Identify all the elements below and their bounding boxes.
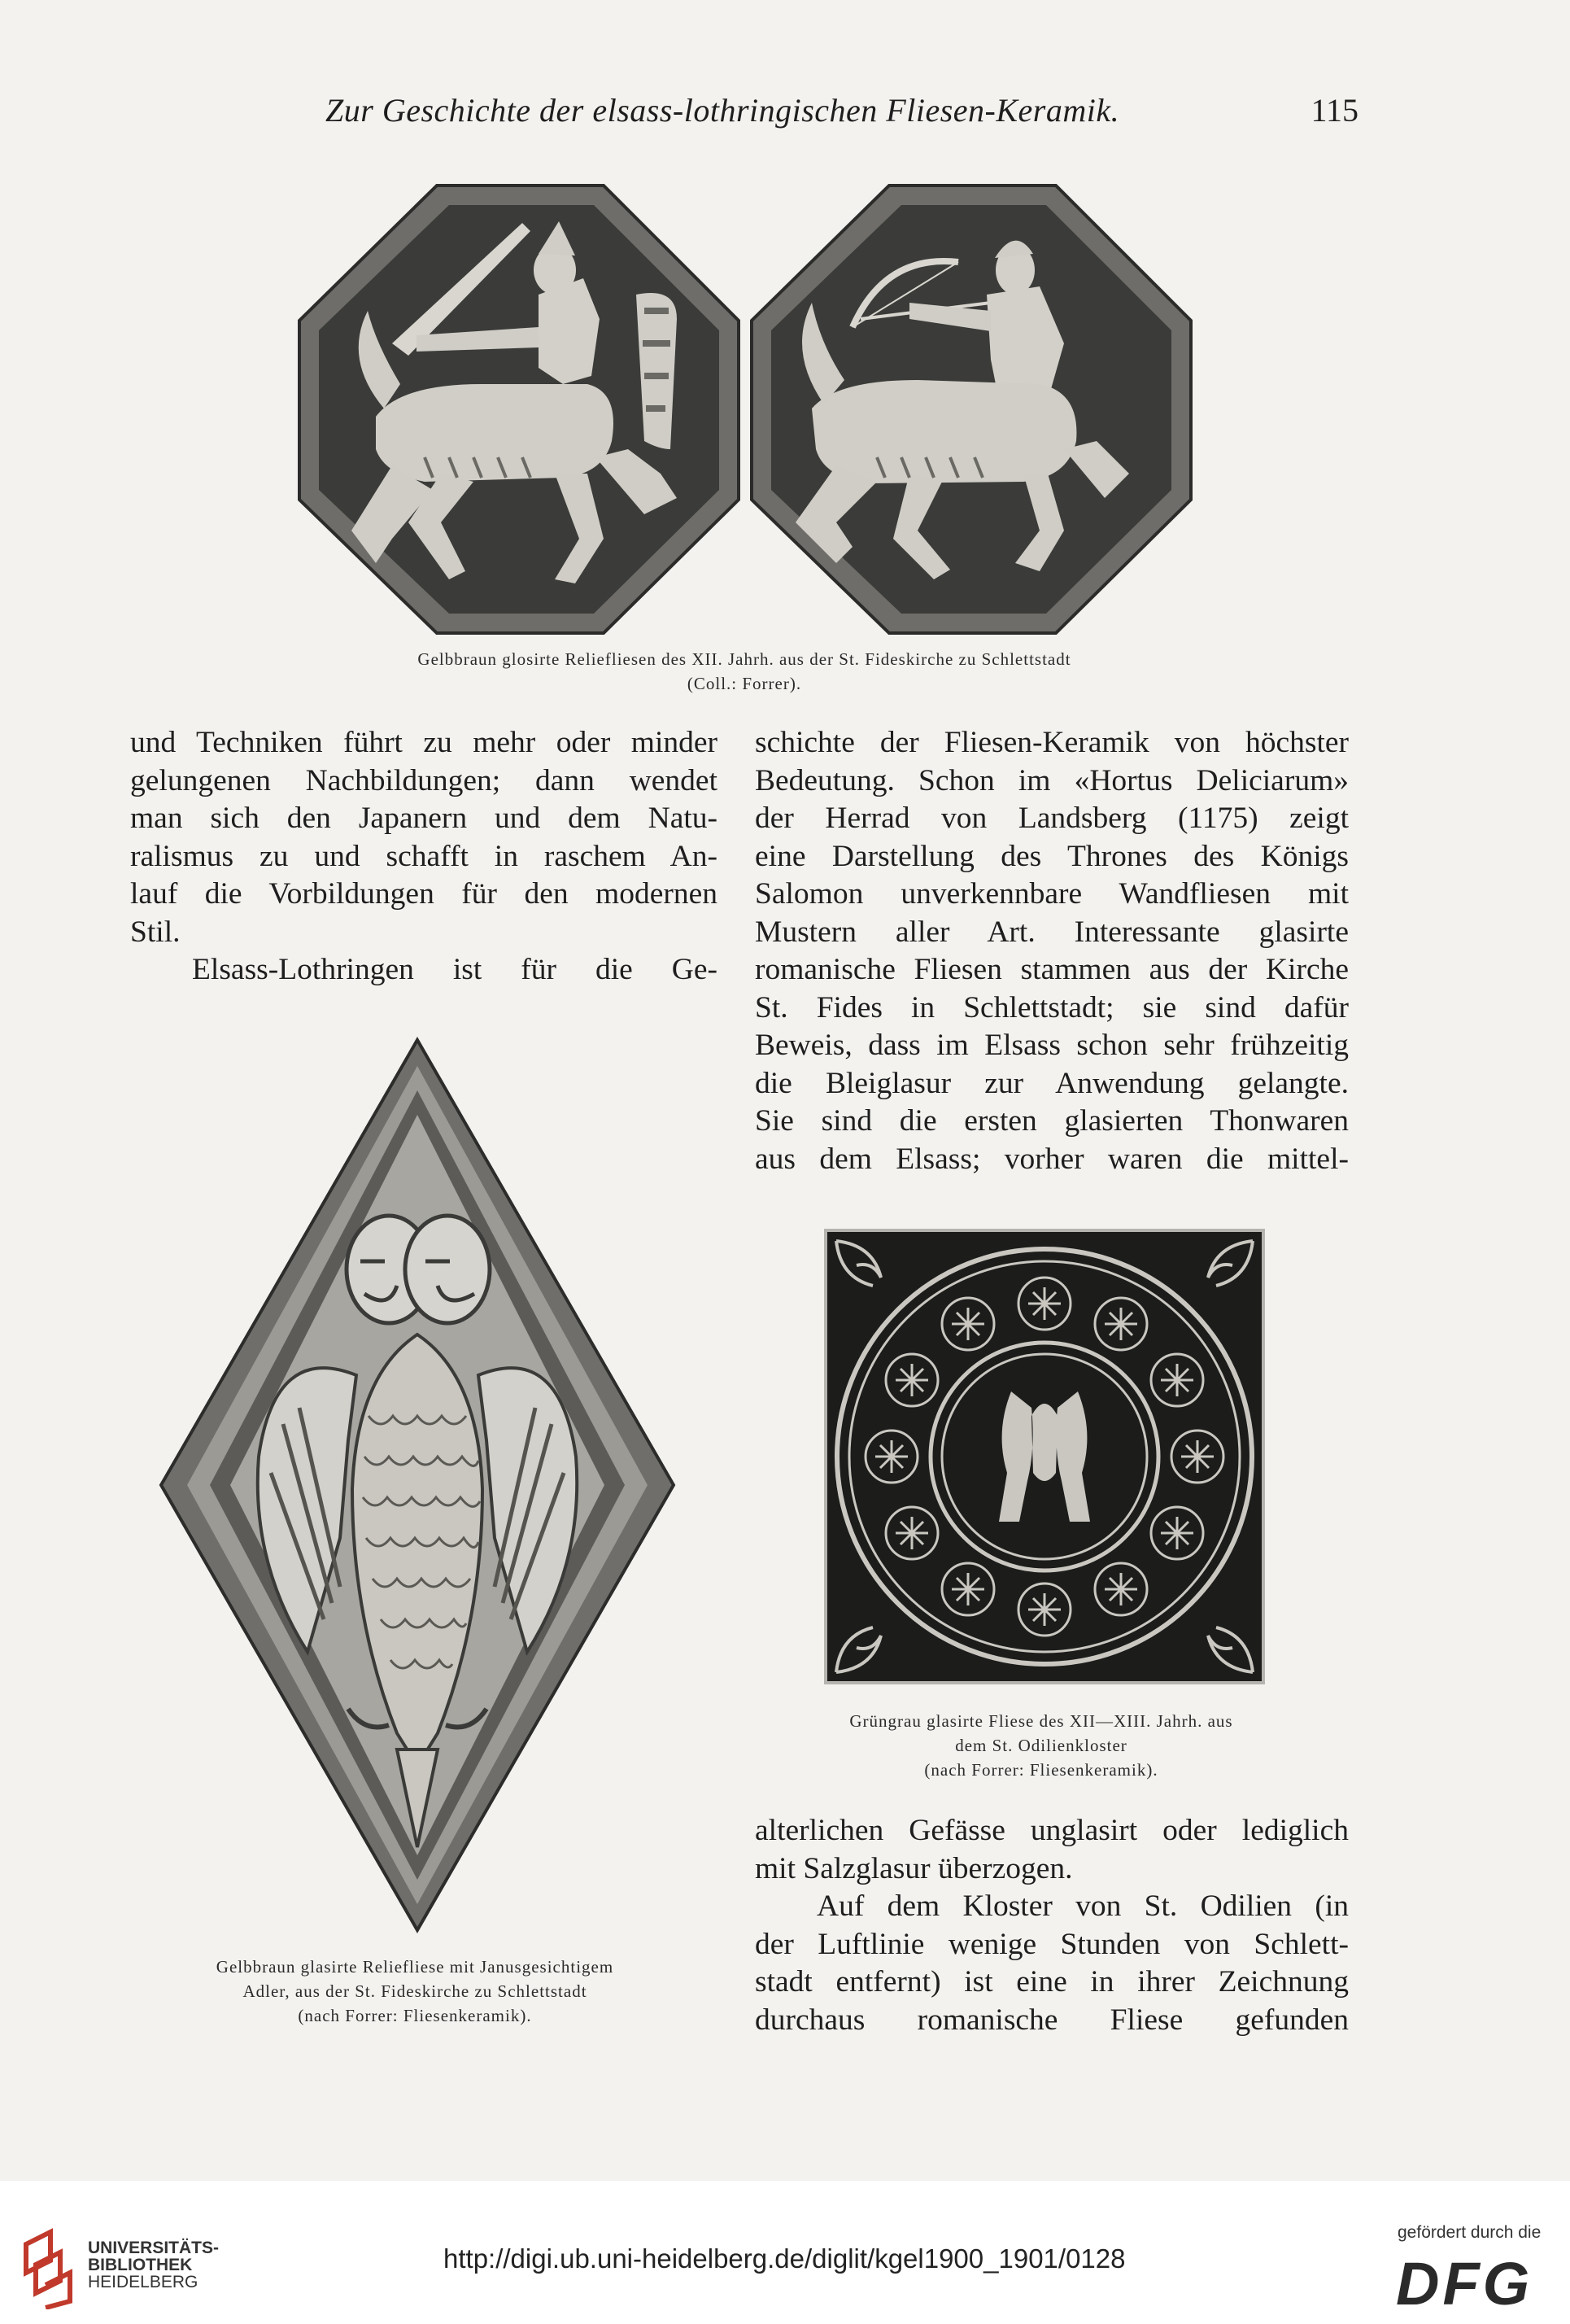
text-line: St. Fides in Schlettstadt; sie sind dafür [755, 990, 1349, 1024]
text-line: alterlichen Gefässe unglasirt oder lediglich [755, 1814, 1349, 1847]
caption-line: (nach Forrer: Fliesenkeramik). [924, 1760, 1158, 1780]
page-number: 115 [1311, 92, 1358, 129]
library-logo-icon [18, 2228, 76, 2309]
left-text-column [130, 724, 717, 989]
text-line: mit Salzglasur überzogen. [755, 1851, 1073, 1885]
text-line: ralismus zu und schafft in raschem An- [130, 839, 717, 873]
caption-line: Grüngrau glasirte Fliese des XII—XIII. Jahrh. aus [849, 1711, 1233, 1731]
dfg-logo: DFG [1396, 2250, 1533, 2317]
text-line: durchaus romanische Fliese gefunden [755, 2003, 1349, 2037]
text-line: der Herrad von Landsberg (1175) zeigt [755, 802, 1349, 835]
caption-line: Gelbbraun glosirte Reliefliesen des XII. Jahrh. aus der St. Fideskirche zu Schlettstadt [417, 649, 1071, 669]
funded-by-label: gefördert durch die [1398, 2223, 1542, 2242]
text-line: schichte der Fliesen-Keramik von höchster [755, 726, 1349, 759]
text-line: und Techniken führt zu mehr oder minder [130, 726, 717, 759]
library-line: UNIVERSITÄTS- [88, 2239, 220, 2257]
caption-line: (nach Forrer: Fliesenkeramik). [298, 2006, 532, 2025]
right-text-column-bottom [755, 1812, 1349, 2039]
library-line: HEIDELBERG [88, 2273, 198, 2291]
tile-centaur-archer [752, 186, 1191, 633]
text-line: man sich den Japanern und dem Natu- [130, 802, 717, 835]
text-line: gelungenen Nachbildungen; dann wendet [130, 763, 717, 797]
text-line: Salomon unverkennbare Wandfliesen mit [755, 877, 1349, 911]
text-line: eine Darstellung des Thrones des Königs [755, 839, 1349, 873]
text-line: Beweis, dass im Elsass schon sehr frühzeitig [755, 1029, 1349, 1062]
figure-odilien-tile [824, 1229, 1265, 1684]
library-line: BIBLIOTHEK [88, 2256, 193, 2274]
caption-janus-eagle [122, 1955, 708, 2028]
eagle-head-right [405, 1216, 490, 1323]
running-title: Zur Geschichte der elsass-lothringischen Fliesen-Keramik. [325, 92, 1120, 129]
text-line: Mustern aller Art. Interessante glasirte [755, 915, 1349, 949]
text-line: Elsass-Lothringen ist für die Ge- [192, 953, 717, 986]
caption-line: (Coll.: Forrer). [687, 674, 802, 693]
library-name [88, 2239, 219, 2291]
caption-line: Gelbbraun glasirte Reliefliese mit Janusgesichtigem [216, 1957, 614, 1977]
text-line: aus dem Elsass; vorher waren die mittel- [755, 1142, 1349, 1176]
caption-odilien-tile [765, 1709, 1318, 1782]
text-line: romanische Fliesen stammen aus der Kirche [755, 953, 1349, 986]
figure-janus-eagle-tile [153, 1033, 682, 1937]
caption-centaur-tiles [244, 647, 1245, 696]
text-line: Auf dem Kloster von St. Odilien (in [817, 1889, 1349, 1923]
figure-centaur-tiles [294, 181, 1197, 638]
text-line: Stil. [130, 915, 181, 949]
tile-centaur-swordsman [299, 186, 739, 633]
text-line: die Bleiglasur zur Anwendung gelangte. [755, 1066, 1349, 1100]
caption-line: Adler, aus der St. Fideskirche zu Schlettstadt [242, 1981, 587, 2001]
right-text-column-top [755, 724, 1349, 1178]
text-line: der Luftlinie wenige Stunden von Schlett- [755, 1927, 1349, 1961]
text-line: Bedeutung. Schon im «Hortus Deliciarum» [755, 763, 1349, 797]
text-line: Sie sind die ersten glasierten Thonwaren [755, 1104, 1349, 1138]
text-line: stadt entfernt) ist eine in ihrer Zeichnung [755, 1965, 1349, 1999]
text-line: lauf die Vorbildungen für den modernen [130, 877, 717, 911]
permalink-url[interactable]: http://digi.ub.uni-heidelberg.de/diglit/kgel1900_1901/0128 [443, 2243, 1126, 2274]
caption-line: dem St. Odilienkloster [955, 1736, 1127, 1755]
